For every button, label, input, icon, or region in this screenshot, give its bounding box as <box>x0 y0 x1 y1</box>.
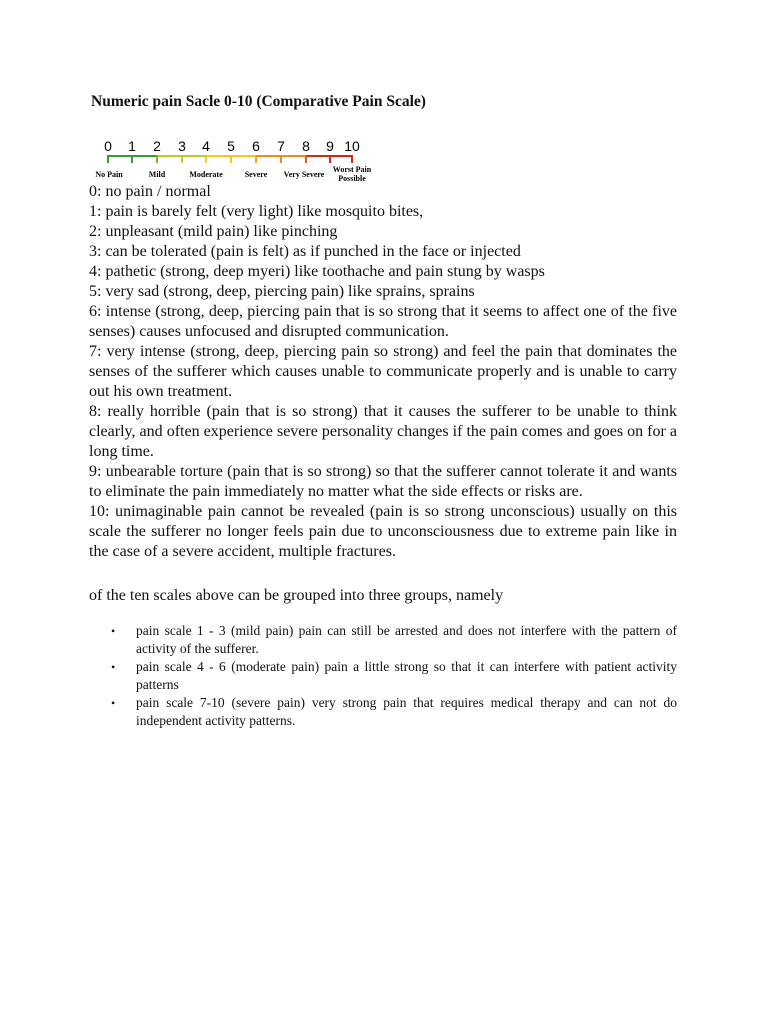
list-item <box>89 622 677 658</box>
bullet-icon: • <box>111 624 116 638</box>
scale-number-9: 9 <box>326 138 334 154</box>
scale-label-worst-pain: Worst Pain <box>332 165 372 174</box>
scale-description-3: 3: can be tolerated (pain is felt) as if punched in the face or injected <box>89 243 521 260</box>
scale-number-7: 7 <box>277 138 285 154</box>
list-item-text: pain scale 1 - 3 (mild pain) pain can still be arrested and does not interfere with the pattern of activity of the sufferer. <box>136 623 677 656</box>
scale-number-1: 1 <box>128 138 136 154</box>
scale-number-0: 0 <box>104 138 112 154</box>
list-item-text: pain scale 4 - 6 (moderate pain) pain a little strong so that it can interfere with patient activity patterns <box>136 659 677 692</box>
pain-scale-graphic <box>95 136 375 186</box>
bullet-icon: • <box>111 660 116 674</box>
bullet-icon: • <box>111 696 116 710</box>
scale-number-4: 4 <box>202 138 210 154</box>
scale-description-4: 4: pathetic (strong, deep myeri) like toothache and pain stung by wasps <box>89 263 545 280</box>
scale-description-1: 1: pain is barely felt (very light) like mosquito bites, <box>89 203 424 220</box>
scale-ticks <box>108 156 352 163</box>
pain-scale-svg <box>95 136 375 186</box>
scale-number-2: 2 <box>153 138 161 154</box>
scale-description-5: 5: very sad (strong, deep, piercing pain) like sprains, sprains <box>89 283 475 300</box>
scale-number-6: 6 <box>252 138 260 154</box>
document-title: Numeric pain Sacle 0-10 (Comparative Pain Scale) <box>91 93 426 110</box>
scale-description-10: 10: unimaginable pain cannot be revealed (pain is so strong unconscious) usually on this scale the sufferer no longer feels pain due to unconsciousness due to extreme pain like in the case of a severe accident, multiple fractures. <box>89 503 677 560</box>
scale-description-7: 7: very intense (strong, deep, piercing pain so strong) and feel the pain that dominates the senses of the sufferer which causes unable to communicate properly and is unable to carry out his own treatment. <box>89 343 677 400</box>
list-item <box>89 694 677 730</box>
scale-label-possible: Possible <box>338 174 366 183</box>
list-item-text: pain scale 7-10 (severe pain) very strong pain that requires medical therapy and can not do independent activity patterns. <box>136 695 677 728</box>
scale-label-moderate: Moderate <box>189 170 223 179</box>
scale-descriptions <box>89 182 677 562</box>
groups-intro: of the ten scales above can be grouped into three groups, namely <box>89 587 504 604</box>
pain-groups-list <box>89 622 677 730</box>
scale-label-very-severe: Very Severe <box>283 170 325 179</box>
scale-number-3: 3 <box>178 138 186 154</box>
scale-description-0: 0: no pain / normal <box>89 183 211 200</box>
scale-description-2: 2: unpleasant (mild pain) like pinching <box>89 223 338 240</box>
scale-description-8: 8: really horrible (pain that is so strong) that it causes the sufferer to be unable to think clearly, and often experience severe personality changes if the pain comes and goes on for a long time. <box>89 403 677 460</box>
scale-number-10: 10 <box>344 138 360 154</box>
scale-label-no-pain: No Pain <box>95 170 123 179</box>
scale-description-6: 6: intense (strong, deep, piercing pain that is so strong that it seems to affect one of the five senses) causes unfocused and disrupted communication. <box>89 303 677 340</box>
scale-number-5: 5 <box>227 138 235 154</box>
scale-label-mild: Mild <box>148 170 166 179</box>
list-item <box>89 658 677 694</box>
scale-description-9: 9: unbearable torture (pain that is so strong) so that the sufferer cannot tolerate it and wants to eliminate the pain immediately no matter what the side effects or risks are. <box>89 463 677 500</box>
scale-label-severe: Severe <box>244 170 268 179</box>
scale-number-8: 8 <box>302 138 310 154</box>
